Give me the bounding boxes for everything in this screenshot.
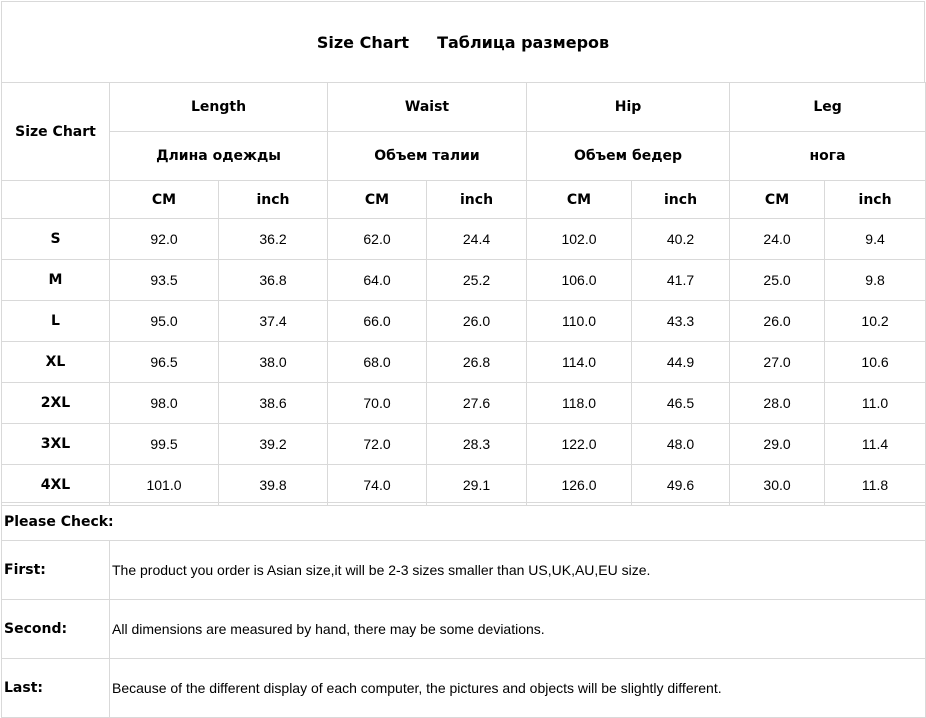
value-cell: 126.0 [527,465,632,506]
value-cell: 66.0 [328,301,427,342]
value-cell: 10.6 [825,342,926,383]
value-cell: 9.8 [825,260,926,301]
table-row [2,219,926,260]
value-cell: 99.5 [110,424,219,465]
unit-inch: inch [427,181,527,219]
value-cell: 26.8 [427,342,527,383]
value-cell: 39.8 [219,465,328,506]
value-cell: 38.0 [219,342,328,383]
value-cell: 29.0 [730,424,825,465]
value-cell: 28.3 [427,424,527,465]
unit-inch: inch [825,181,926,219]
value-cell: 92.0 [110,219,219,260]
value-cell: 46.5 [632,383,730,424]
value-cell: 10.2 [825,301,926,342]
header-hip-ru: Объем бедер [527,132,730,181]
value-cell: 70.0 [328,383,427,424]
note-text-first: The product you order is Asian size,it will be 2-3 sizes smaller than US,UK,AU,EU size. [110,541,926,600]
table-row [2,260,926,301]
value-cell: 48.0 [632,424,730,465]
unit-inch: inch [632,181,730,219]
header-waist: Waist [328,83,527,132]
note-text-last: Because of the different display of each computer, the pictures and objects will be slightly different. [110,659,926,718]
value-cell: 49.6 [632,465,730,506]
value-cell: 24.4 [427,219,527,260]
value-cell: 25.2 [427,260,527,301]
table-row [2,465,926,506]
header-row-english [2,83,926,132]
note-label-second: Second: [2,600,110,659]
value-cell: 24.0 [730,219,825,260]
value-cell: 11.4 [825,424,926,465]
value-cell: 9.4 [825,219,926,260]
value-cell: 37.4 [219,301,328,342]
size-cell: M [2,260,110,301]
value-cell: 27.0 [730,342,825,383]
value-cell: 11.0 [825,383,926,424]
header-length: Length [110,83,328,132]
size-cell: L [2,301,110,342]
header-length-ru: Длина одежды [110,132,328,181]
note-text-second: All dimensions are measured by hand, there may be some deviations. [110,600,926,659]
value-cell: 26.0 [427,301,527,342]
value-cell: 39.2 [219,424,328,465]
size-table [1,82,926,506]
value-cell: 64.0 [328,260,427,301]
value-cell: 122.0 [527,424,632,465]
value-cell: 110.0 [527,301,632,342]
note-label-last: Last: [2,659,110,718]
value-cell: 44.9 [632,342,730,383]
title-russian: Таблица размеров [437,32,610,52]
header-row-russian [2,132,926,181]
value-cell: 118.0 [527,383,632,424]
value-cell: 102.0 [527,219,632,260]
value-cell: 28.0 [730,383,825,424]
value-cell: 36.2 [219,219,328,260]
value-cell: 96.5 [110,342,219,383]
unit-cm: CM [110,181,219,219]
value-cell: 74.0 [328,465,427,506]
value-cell: 98.0 [110,383,219,424]
size-cell: 3XL [2,424,110,465]
header-waist-ru: Объем талии [328,132,527,181]
value-cell: 11.8 [825,465,926,506]
table-row [2,342,926,383]
unit-cm: CM [730,181,825,219]
size-cell: 2XL [2,383,110,424]
unit-cm: CM [328,181,427,219]
size-cell: 4XL [2,465,110,506]
notes-heading: Please Check: [2,503,926,541]
value-cell: 41.7 [632,260,730,301]
value-cell: 30.0 [730,465,825,506]
value-cell: 38.6 [219,383,328,424]
value-cell: 68.0 [328,342,427,383]
note-label-first: First: [2,541,110,600]
value-cell: 25.0 [730,260,825,301]
note-row [2,541,926,600]
note-row [2,600,926,659]
size-chart-label: Size Chart [2,83,110,181]
unit-inch: inch [219,181,328,219]
size-rows [2,219,926,506]
value-cell: 36.8 [219,260,328,301]
value-cell: 62.0 [328,219,427,260]
title-table [1,1,925,83]
table-row [2,383,926,424]
note-row [2,659,926,718]
header-leg-ru: нога [730,132,926,181]
value-cell: 26.0 [730,301,825,342]
value-cell: 101.0 [110,465,219,506]
size-cell: XL [2,342,110,383]
value-cell: 72.0 [328,424,427,465]
header-hip: Hip [527,83,730,132]
value-cell: 29.1 [427,465,527,506]
value-cell: 40.2 [632,219,730,260]
table-row [2,424,926,465]
value-cell: 95.0 [110,301,219,342]
value-cell: 27.6 [427,383,527,424]
unit-cm: CM [527,181,632,219]
table-row [2,301,926,342]
unit-row [2,181,926,219]
header-leg: Leg [730,83,926,132]
page-title [2,2,925,83]
notes-heading-row [2,503,926,541]
value-cell: 93.5 [110,260,219,301]
size-cell: S [2,219,110,260]
title-english: Size Chart [316,32,410,52]
value-cell: 114.0 [527,342,632,383]
unit-blank-cell [2,181,110,219]
notes-table [1,502,926,718]
value-cell: 43.3 [632,301,730,342]
value-cell: 106.0 [527,260,632,301]
